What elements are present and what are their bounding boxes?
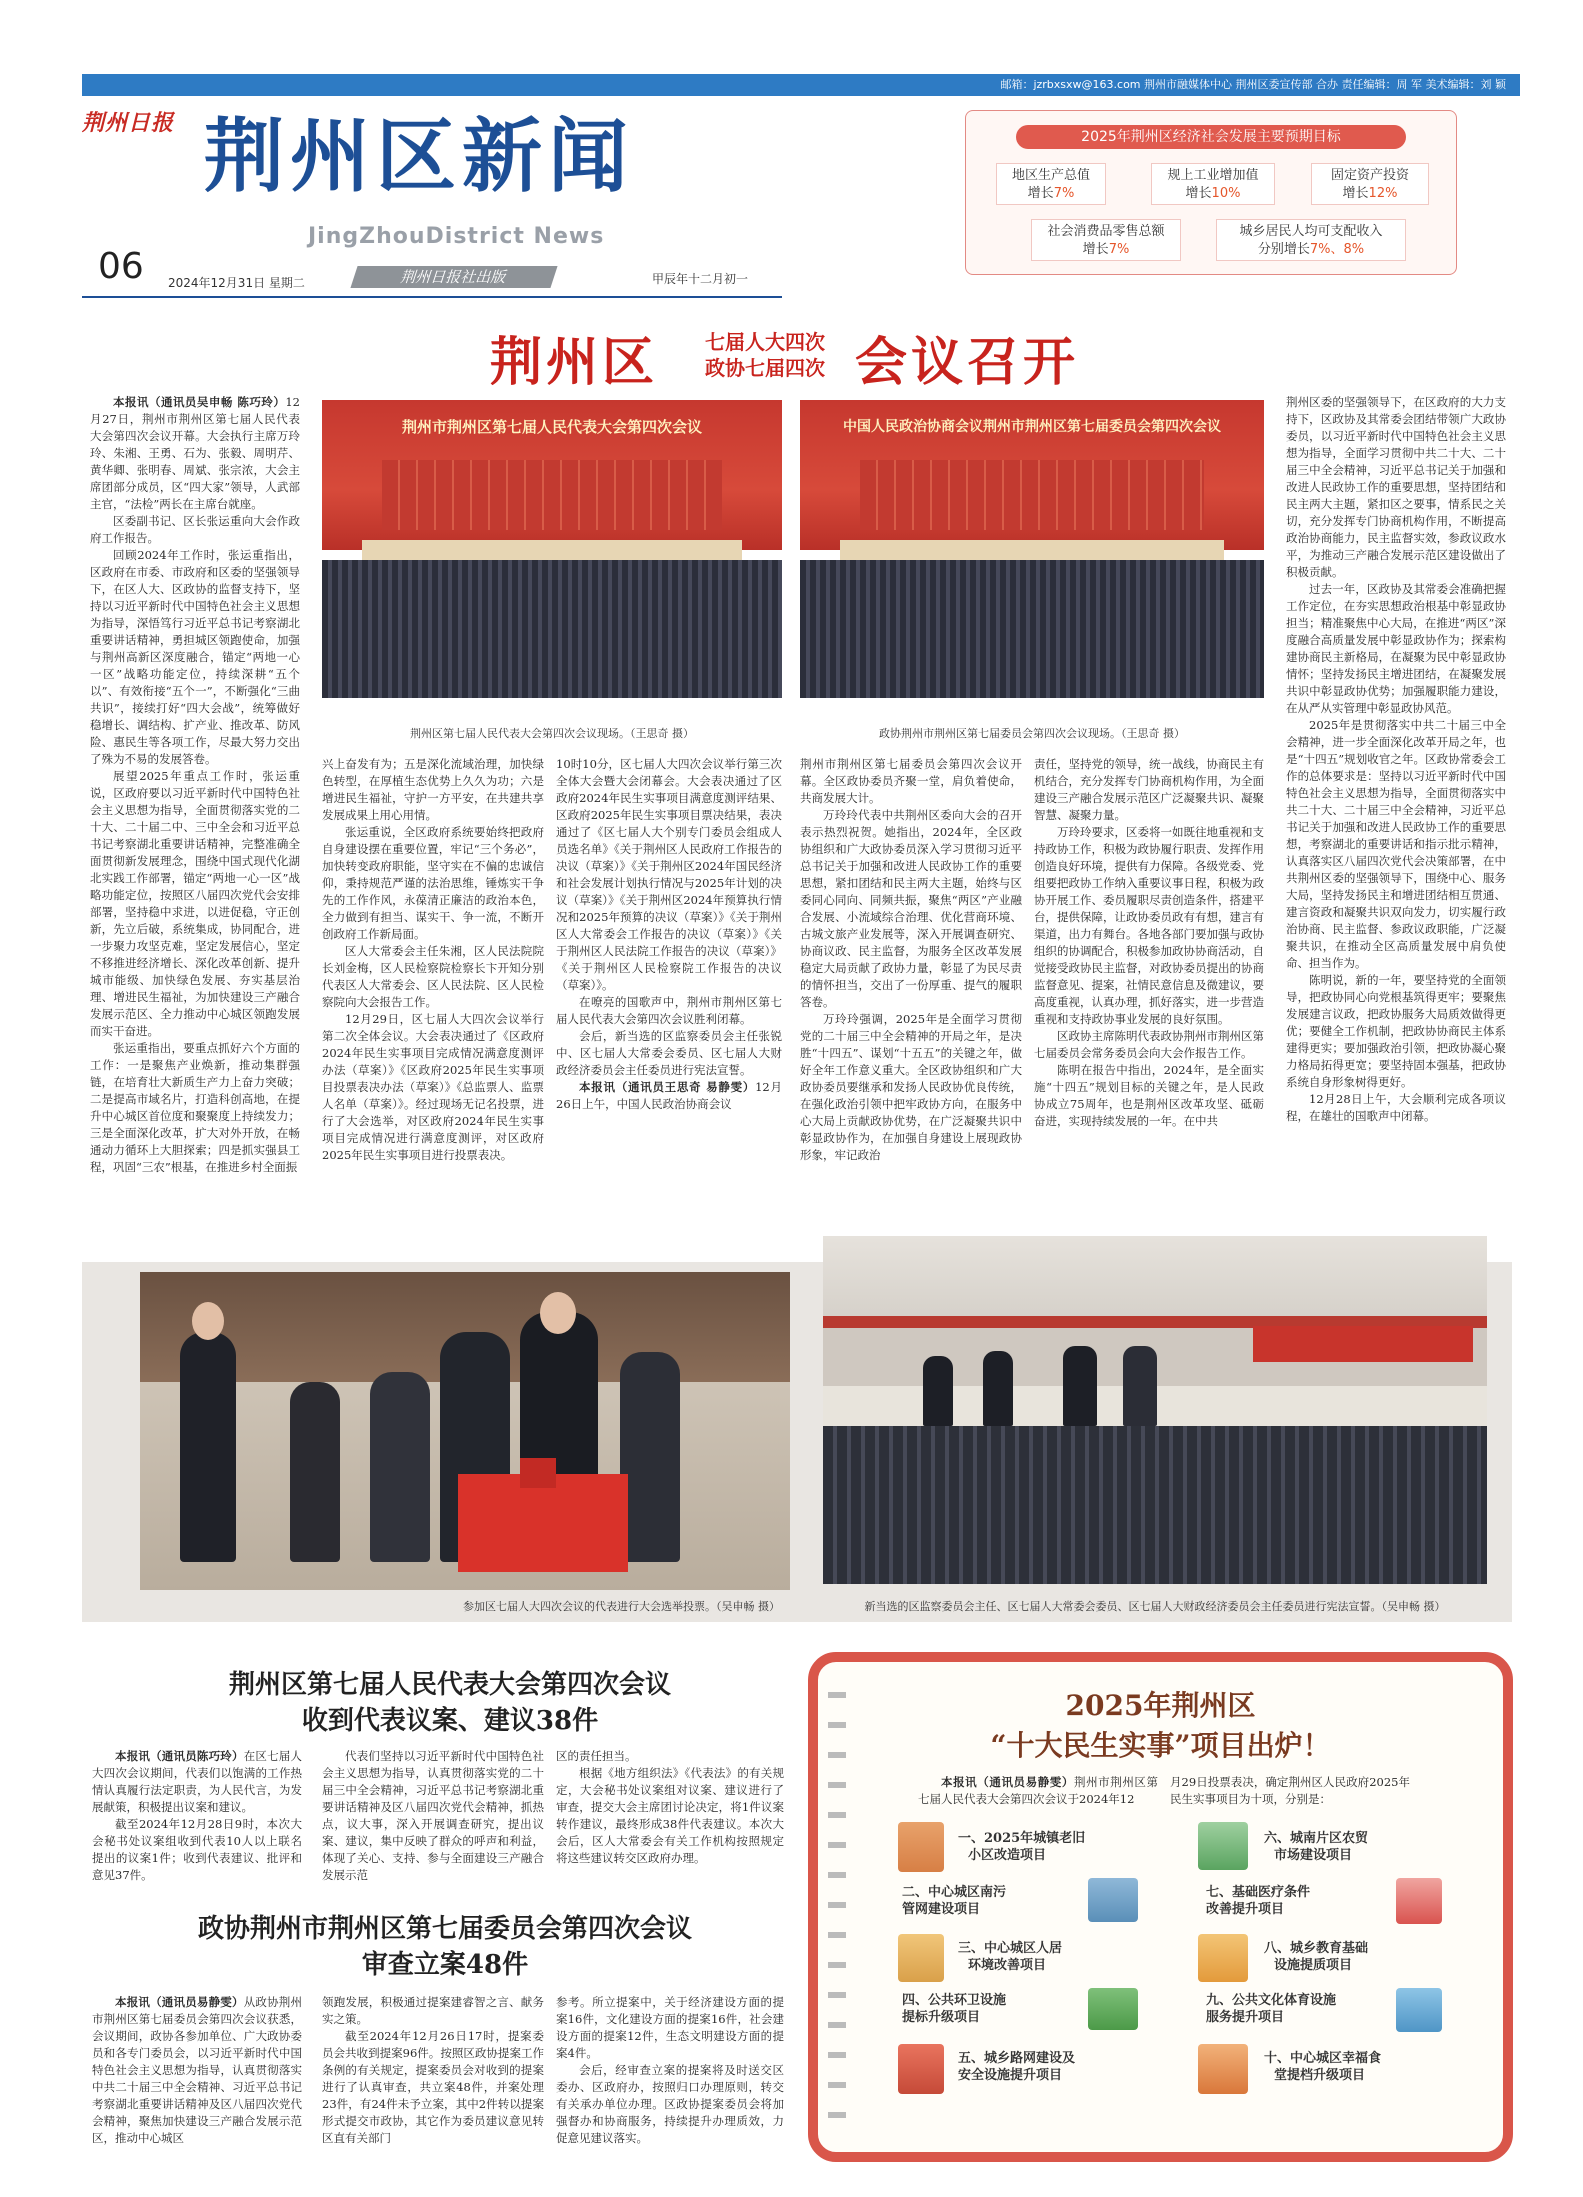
livelihood-title-1: 2025年荆州区 xyxy=(1065,1689,1256,1722)
house-icon xyxy=(898,1934,944,1982)
cppcc-proposals-title-2: 审查立案48件 xyxy=(361,1950,529,1980)
proposals-column-1: 本报讯（通讯员陈巧玲）在区七届人大四次会议期间，代表们以饱满的工作热情认真履行法定职责，为人民代言，为发展献策，积极提出议案和建议。 截至2024年12月28日9时，本次大会秘书处议案组收到代表10人以上联名提出的议案1件；收到代表建议、批评和意见37件。 xyxy=(92,1749,302,1882)
livelihood-title-2: “十大民生实事”项目出炉！ xyxy=(990,1729,1331,1762)
goal-industry: 规上工业增加值 增长10% xyxy=(1151,163,1275,205)
headline-mid2: 政协七届四次 xyxy=(705,356,825,380)
article-column-5: 责任，坚持党的领导，统一战线，协商民主有机结合，充分发挥专门协商机构作用，为全面建设三产融合发展示范区广泛凝聚共识、凝聚智慧、凝聚力量。 万玲玲要求，区委将一如既往地重视和支持政协工作，积极为政协履行职责、发挥作用创造良好环境，提供有力保障。各级党委、党组要把政协工作纳入重要议事日程，积极为政协开展工作、委员履职尽责创造条件，搭建平台，提供保障，让政协委员政有有想，建言有渠道，出力有舞台。各地各部门要加强与政协组织的协调配合，积极参加政协协商活动，自觉接受政协民主监督，对政协委员提出的协商监督意见、提案，社情民意信息及微建议，要高度重视，认真办理，抓好落实，进一步营造重视和支持政协事业发展的良好氛围。 区政协主席陈明代表政协荆州市荆州区第七届委员会常务委员会向大会作报告工作。 陈明在报告中指出，2024年，是全面实施“十四五”规划目标的关键之年，是人民政协成立75周年，也是荆州区改革攻坚、砥砺奋进，实现持续发展的一年。在中共 xyxy=(1034,757,1264,1128)
project-9: 九、公共文化体育设施 服务提升项目 xyxy=(1206,1993,1337,2025)
goals-title: 2025年荆州区经济社会发展主要预期目标 xyxy=(1016,125,1406,149)
article-column-4: 荆州市荆州区第七届委员会第四次会议开幕。全区政协委员齐聚一堂，肩负着使命，共商发展大计。 万玲玲代表中共荆州区委向大会的召开表示热烈祝贺。她指出，2024年，全区政协组织和广大政协委员深入学习贯彻习近平总书记关于加强和改进人民政协工作的重要思想，紧扣团结和民主两大主题，始终与区委同心同向、同频共振，聚焦“两区”产业融合发展、小流域综合治理、优化营商环境、古城文旅产业发展等，深入开展调查研究、协商议政、民主监督，为服务全区改革发展稳定大局贡献了政协力量，彰显了为民尽责的情怀担当，交出了一份厚重、提气的履职答卷。 万玲玲强调，2025年是全面学习贯彻党的二十届三中全会精神的开局之年，是决胜“十四五”、谋划“十五五”的关键之年，做好全年工作意义重大。全区政协组织和广大政协委员要继承和发扬人民政协优良传统，在强化政治引领中把牢政协方向，在服务中心大局上贡献政协优势，在广泛凝聚共识中彰显政协作为，在加强自身建设上展现政协形象，牢记政治 xyxy=(800,757,1022,1162)
newspaper-logo: 荆州日报 xyxy=(82,110,175,136)
section-subtitle: JingZhouDistrict News xyxy=(308,224,605,249)
voting-photo-caption: 参加区七届人大四次会议的代表进行大会选举投票。（吴申畅 摄） xyxy=(463,1600,780,1613)
project-10: 十、中心城区幸福食 堂提档升级项目 xyxy=(1264,2051,1382,2083)
cppcc-proposals-column-2: 领跑发展，积极通过提案建睿智之言、献务实之策。 截至2024年12月26日17时，提案委员会共收到提案96件。按照区政协提案工作条例的有关规定，提案委员会对收到的提案进行了认真审查，共立案48件，并案处理23件，有24件未予立案，其中2件转以提案形式提交市政协，其它作为委员建议意见转区直有关部门 xyxy=(322,1995,544,2145)
education-icon xyxy=(1198,1934,1248,1982)
main-headline xyxy=(490,320,1110,393)
sports-icon xyxy=(1396,1988,1442,2032)
publisher-band: 荆州日报社出版 xyxy=(350,266,557,288)
goal-gdp: 地区生产总值 增长7% xyxy=(996,163,1106,205)
npc-banner: 荆州市荆州区第七届人民代表大会第四次会议 xyxy=(401,418,702,436)
project-7: 七、基础医疗条件 改善提升项目 xyxy=(1206,1885,1311,1917)
article-column-6: 荆州区委的坚强领导下，在区政府的大力支持下，区政协及其常委会团结带领广大政协委员，以习近平新时代中国特色社会主义思想为指导，全面学习贯彻中共二十大、二十届三中全会精神，习近平总书记关于加强和改进人民政协工作的重要思想，坚持团结和民主两大主题，紧扣区之要事，情系民之关切，充分发挥专门协商机构作用，不断提高政治协商能力，民主监督实效，参政议政水平，为推动三产融合发展示范区建设做出了积极贡献。 过去一年，区政协及其常委会准确把握工作定位，在夯实思想政治根基中彰显政协担当；精准聚焦中心大局，在推进“两区”深度融合高质量发展中彰显政协作为；探索构建协商民主新格局，在凝聚为民中彰显政协情怀；坚持发扬民主增进团结，在凝聚发展共识中彰显政协优势；加强履职能力建设，在从严从实管理中彰显政协风范。 2025年是贯彻落实中共二十届三中全会精神，进一步全面深化改革开局之年，也是“十四五”规划收官之年。区政协常委会工作的总体要求是：坚持以习近平新时代中国特色社会主义思想为指导，全面贯彻落实中共二十大、二十届三中全会精神，习近平总书记关于加强和改进人民政协工作的重要思想，考察湖北的重要讲话和指示批示精神，认真落实区八届四次党代会决策部署，在中共荆州区委的坚强领导下，围绕中心、服务大局，坚持发扬民主和增进团结相互贯通、建言资政和凝聚共识双向发力，切实履行政治协商、民主监督、参政议政职能，广泛凝聚共识，在推动全区高质量发展中肩负使命、担当作为。 陈明说，新的一年，要坚持党的全面领导，把政协同心向党根基筑得更牢；要聚焦发展建言议政，把政协服务大局质效做得更优；要健全工作机制，把政协协商民主体系建得更实；要加强政治引领，把政协凝心聚力格局拓得更宽；要坚持固本强基，把政协系统自身形象树得更好。 12月28日上午，大会顺利完成各项议程，在雄壮的国歌声中闭幕。 xyxy=(1286,395,1506,1123)
oath-photo xyxy=(823,1236,1487,1584)
livelihood-panel xyxy=(808,1652,1513,2162)
proposals-title-2: 收到代表议案、建议38件 xyxy=(301,1706,599,1736)
lunar-date: 甲辰年十二月初一 xyxy=(652,272,749,286)
npc-meeting-photo xyxy=(322,400,782,698)
oath-photo-caption: 新当选的区监察委员会主任、区七届人大常委会委员、区七届人大财政经济委员会主任委员进行宪法宣誓。（吴申畅 摄） xyxy=(864,1600,1446,1613)
cppcc-meeting-photo xyxy=(800,400,1264,698)
article-column-2: 兴上奋发有为；五是深化流域治理，加快绿色转型，在厚植生态优势上久久为功；六是增进民生福祉，守护一方平安，在共建共享发展成果上用心用情。 张运重说，全区政府系统要始终把政府自身建设摆在重要位置，牢记“三个务必”，加快转变政府职能，坚守实在不偏的忠诚信仰，秉持规范严谨的法治思维，锤炼实干争先的工作作风，永葆清正廉洁的政治本色，全力做到有担当、谋实干、争一流，不断开创政府工作新局面。 区人大常委会主任朱湘，区人民法院院长刘金梅，区人民检察院检察长卞开知分别代表区人大常委会、区人民法院、区人民检察院向大会报告工作。 12月29日，区七届人大四次会议举行第二次全体会议。大会表决通过了《区政府2024年民生实事项目完成情况满意度测评办法（草案）》《区政府2025年民生实事项目投票表决办法（草案）》《总监票人、监票人名单（草案）》。经过现场无记名投票，进行了大会选举，对区政府2024年民生实事项目完成情况进行满意度测评，对区政府2025年民生实事项目进行投票表决。 xyxy=(322,757,544,1162)
proposals-column-3: 区的责任担当。 根据《地方组织法》《代表法》的有关规定，大会秘书处议案组对议案、建议进行了审查，提交大会主席团讨论决定，将1件议案转作建议，最终形成38件代表建议。本次大会后，区人大常委会有关工作机构按照规定将这些建议转交区政府办理。 xyxy=(556,1749,784,1865)
project-8: 八、城乡教育基础 设施提质项目 xyxy=(1264,1941,1369,1973)
cppcc-banner: 中国人民政治协商会议荆州市荆州区第七届委员会第四次会议 xyxy=(843,419,1221,435)
cppcc-proposals-column-3: 参考。所立提案中，关于经济建设方面的提案16件，文化建设方面的提案16件，社会建设方面的提案12件，生态文明建设方面的提案4件。 会后，经审查立案的提案将及时送交区委办、区政府办，按照归口办理原则，转交有关承办单位办理。区政协提案委员会将加强督办和协商服务，持续提升办理质效，力促意见建议落实。 xyxy=(556,1995,784,2145)
proposals-title-1: 荆州区第七届人民代表大会第四次会议 xyxy=(228,1670,671,1700)
voting-photo xyxy=(140,1272,790,1590)
section-title: 荆州区新闻 xyxy=(204,109,634,203)
issue-date: 2024年12月31日 星期二 xyxy=(168,276,305,290)
market-icon xyxy=(1198,1822,1248,1870)
project-2: 二、中心城区南污 管网建设项目 xyxy=(902,1885,1007,1917)
goal-investment: 固定资产投资 增长12% xyxy=(1311,163,1429,205)
article-column-1: 本报讯（通讯员吴申畅 陈巧玲）12月27日，荆州市荆州区第七届人民代表大会第四次会议开幕。大会执行主席万玲玲、朱湘、王勇、石为、张毅、周明芹、黄华卿、张明春、周斌、张宗浓，大会主席团部分成员，区“四大家”领导，人武部主官，“法检”两长在主席台就座。 区委副书记、区长张运重向大会作政府工作报告。 回顾2024年工作时，张运重指出，区政府在市委、市政府和区委的坚强领导下，在区人大、区政协的监督支持下，坚持以习近平新时代中国特色社会主义思想为指导，深悟笃行习近平总书记考察湖北重要讲话精神，勇担城区领跑使命，加强与荆州高新区深度融合，锚定“两地一心一区”战略功能定位，持续深耕“五个以”、有效衔接“五个一”，不断强化“三曲共识”，接续打好“四大会战”，统筹做好稳增长、调结构、扩产业、推改革、防风险、惠民生等各项工作，尽最大努力交出了殊为不易的发展答卷。 展望2025年重点工作时，张运重说，区政府要以习近平新时代中国特色社会主义思想为指导，全面贯彻落实党的二十大、二十届二中、三中全会和习近平总书记考察湖北重要讲话精神，完整准确全面贯彻新发展理念，围绕中国式现代化湖北实践工作部署，锚定“两地一心一区”战略功能定位，按照区八届四次党代会安排部署，坚持稳中求进，以进促稳，守正创新，先立后破，系统集成，协同配合，进一步聚力攻坚克难，坚定发展信心，坚定不移推进经济增长、深化改革创新、提升城市能级、加快绿色发展、夯实基层治理、增进民生福祉，为加快建设三产融合发展示范区、全力推动中心城区领跑发展而实干奋进。 张运重指出，要重点抓好六个方面的工作：一是聚焦产业焕新，推动集群强链，在培育壮大新质生产力上奋力突破；二是提高市域名片，打造科创高地，在提升中心城区首位度和聚聚度上持续发力；三是全面深化改革，扩大对外开放，在畅通动力循环上大胆探索；四是抓实强县工程，巩固“三农”根基，在推进乡村全面振 xyxy=(90,395,300,1174)
goals-panel xyxy=(965,110,1457,275)
page-number: 06 xyxy=(98,246,144,287)
goal-income: 城乡居民人均可支配收入 分别增长7%、8% xyxy=(1216,219,1406,261)
npc-photo-caption: 荆州区第七届人民代表大会第四次会议现场。（王思奇 摄） xyxy=(410,727,694,740)
traffic-icon xyxy=(898,2044,944,2094)
project-3: 三、中心城区人居 环境改善项目 xyxy=(958,1941,1063,1973)
cppcc-photo-caption: 政协荆州市荆州区第七届委员会第四次会议现场。（王思奇 摄） xyxy=(879,727,1185,740)
livelihood-intro-2: 月29日投票表决，确定荆州区人民政府2025年民生实事项目为十项，分别是： xyxy=(1170,1775,1410,1806)
masthead-rule xyxy=(82,296,782,298)
contact-bar: 邮箱：jzrbxsxw@163.com 荆州市融媒体中心 荆州区委宣传部 合办 责任编辑：周 军 美术编辑：刘 颖 xyxy=(82,74,1520,96)
project-5: 五、城乡路网建设及 安全设施提升项目 xyxy=(958,2051,1076,2083)
project-6: 六、城南片区农贸 市场建设项目 xyxy=(1264,1831,1369,1863)
building-icon xyxy=(898,1822,944,1872)
headline-right: 会议召开 xyxy=(855,332,1080,393)
pipe-icon xyxy=(1088,1878,1138,1922)
livelihood-intro-1: 本报讯（通讯员易静雯）荆州市荆州区第七届人民代表大会第四次会议于2024年12 xyxy=(918,1775,1158,1806)
cppcc-proposals-column-1: 本报讯（通讯员易静雯）从政协荆州市荆州区第七届委员会第四次会议获悉，会议期间，政协各参加单位、广大政协委员和各专门委员会，以习近平新时代中国特色社会主义思想为指导，认真贯彻落实中共二十届三中全会精神、习近平总书记考察湖北重要讲话精神及区八届四次党代会精神，聚焦加快建设三产融合发展示范区，推动中心城区 xyxy=(92,1995,302,2145)
truck-icon xyxy=(1088,1988,1138,2030)
project-4: 四、公共环卫设施 提标升级项目 xyxy=(902,1993,1007,2025)
headline-mid1: 七届人大四次 xyxy=(705,330,825,354)
project-1: 一、2025年城镇老旧 小区改造项目 xyxy=(958,1831,1086,1863)
cppcc-proposals-title-1: 政协荆州市荆州区第七届委员会第四次会议 xyxy=(197,1914,692,1944)
goal-retail: 社会消费品零售总额 增长7% xyxy=(1031,219,1181,261)
canteen-icon xyxy=(1198,2044,1248,2094)
headline-left: 荆州区 xyxy=(490,332,659,393)
medical-icon xyxy=(1396,1878,1442,1924)
proposals-column-2: 代表们坚持以习近平新时代中国特色社会主义思想为指导，认真贯彻落实党的二十届三中全会精神，习近平总书记考察湖北重要讲话精神及区八届四次党代会精神，抓热点，议大事，深入开展调查研究，提出议案、建议，集中反映了群众的呼声和利益，体现了关心、支持、参与全面建设三产融合发展示范 xyxy=(322,1749,544,1882)
article-column-3: 10时10分，区七届人大四次会议举行第三次全体大会暨大会闭幕会。大会表决通过了区政府2024年民生实事项目满意度测评结果、区政府2025年民生实事项目票决结果，表决通过了《区七届人大个别专门委员会组成人员选名单》《关于荆州区人民政府工作报告的决议（草案）》《关于荆州区2024年国民经济和社会发展计划执行情况与2025年计划的决议（草案）》《关于荆州区2024年预算执行情况和2025年预算的决议（草案）》《关于荆州区人大常委会工作报告的决议（草案）》《关于荆州区人民法院工作报告的决议（草案）》《关于荆州区人民检察院工作报告的决议（草案）》。 在嘹亮的国歌声中，荆州市荆州区第七届人民代表大会第四次会议胜利闭幕。 会后，新当选的区监察委员会主任张锐中、区七届人大常委会委员、区七届人大财政经济委员会主任委员进行宪法宣誓。 本报讯（通讯员王思奇 易静雯）12月26日上午，中国人民政治协商会议 xyxy=(556,757,782,1111)
masthead xyxy=(82,96,782,296)
